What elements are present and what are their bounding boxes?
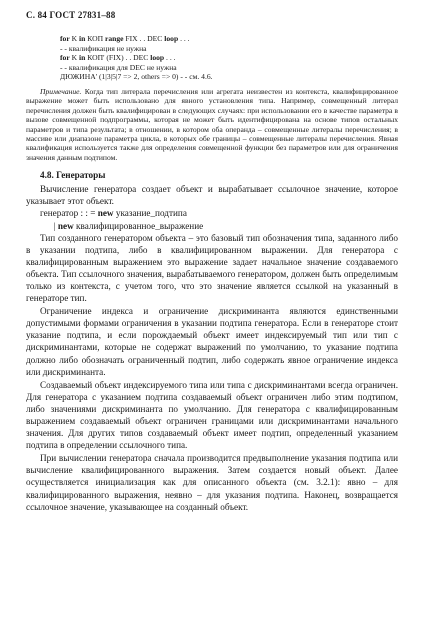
body-paragraph-3: Создаваемый объект индексируемого типа или типа с дискриминантами всегда ограничен. Для генератора с указанием подтипа создаваемый объект ограничен либо этим подтипом, либо значениями дискриминанта по умолчанию. Для генератора с квалифицированным выражением создаваемый объект ограничен границами или дискриминантами начального значения. Для других типов создаваемый объект имеет подтип, определенный указанием подтипа в определении ссылочного типа. [26, 379, 398, 451]
body-paragraph-4: При вычислении генератора сначала производится предвыполнение указания подтипа или вычисление квалифицированного выражения. Затем создается новый объект. Далее осуществляется инициализация как для описанного объекта (см. 3.2.1): явно – для квалифицированного выражения, неявно – для указания подтипа. Наконец, возвращается ссылочное значение, указывающее на созданный объект. [26, 453, 398, 512]
syntax-line-2: | new квалифицированное_выражение [53, 220, 204, 231]
running-head: С. 84 ГОСТ 27831–88 [26, 10, 116, 20]
code-comment-2: - - квалификация для DEC не нужна [60, 62, 177, 72]
note-text: Когда тип литерала перечисления или агрегата неизвестен из контекста, квалифицированное выражение может быть использовано для явного установления типа. Например, совмещенный литерал перечисления должен быть квалифицирован в следующих случаях: при использовании его в качестве параметра в вызове совмещенной подпрограммы, которая не может быть идентифицирована на основе типов остальных параметров и типа результата; в отношении, в котором оба операнда – совмещенные литералы перечисления; в массиве или диапазоне параметра цикла, в которых обе границы – совмещенные литералы перечисления. Явная квалификация используется также для определения совмещенной функции без параметров или для ограничения значения данным подтипом. [26, 86, 398, 162]
section-heading: 4.8. Генераторы [40, 170, 106, 181]
intro-paragraph: Вычисление генератора создает объект и вырабатывает ссылочное значение, которое указывает этот объект. [26, 184, 398, 207]
code-line-3: ДЮЖИНА' (1|3|5|7 => 2, others => 0) - - см. 4.6. [60, 72, 213, 82]
code-comment-1: - - квалификация не нужна [60, 43, 147, 53]
note-paragraph [26, 87, 398, 162]
code-line-2: for K in КОП' (FIX) . . DEC loop . . . [60, 53, 176, 63]
syntax-line-1: генератор : : = new указание_подтипа [40, 208, 187, 219]
body-paragraph-1: Тип созданного генератором объекта – это базовый тип обозначения типа, заданного либо в указании подтипа, либо в квалифицированном выражении. Для генератора с квалифицированным выражением это выражение задает начальное значение создаваемого объекта. Тип ссылочного значения, вырабатываемого генератором, должен быть определимым только из контекста, с учетом того, что это значение является ссылкой на указанный в генераторе тип. [26, 232, 398, 304]
code-example [26, 34, 398, 82]
code-line-1: for K in КОП range FIX . . DEC loop . . . [60, 34, 190, 43]
body-paragraph-2: Ограничение индекса и ограничение дискриминанта являются единственными допустимыми формами ограничения в указании подтипа генератора. Если в генераторе стоит указание подтипа, и если порождаемый объект имеет индексируемый тип или тип с дискриминантами, которые не содержат выражений по умолчанию, то указание подтипа должно либо обозначать ограниченный подтип, либо содержать явное ограничение индекса или дискриминанта. [26, 306, 398, 377]
note-label: Примечание. [40, 86, 82, 96]
